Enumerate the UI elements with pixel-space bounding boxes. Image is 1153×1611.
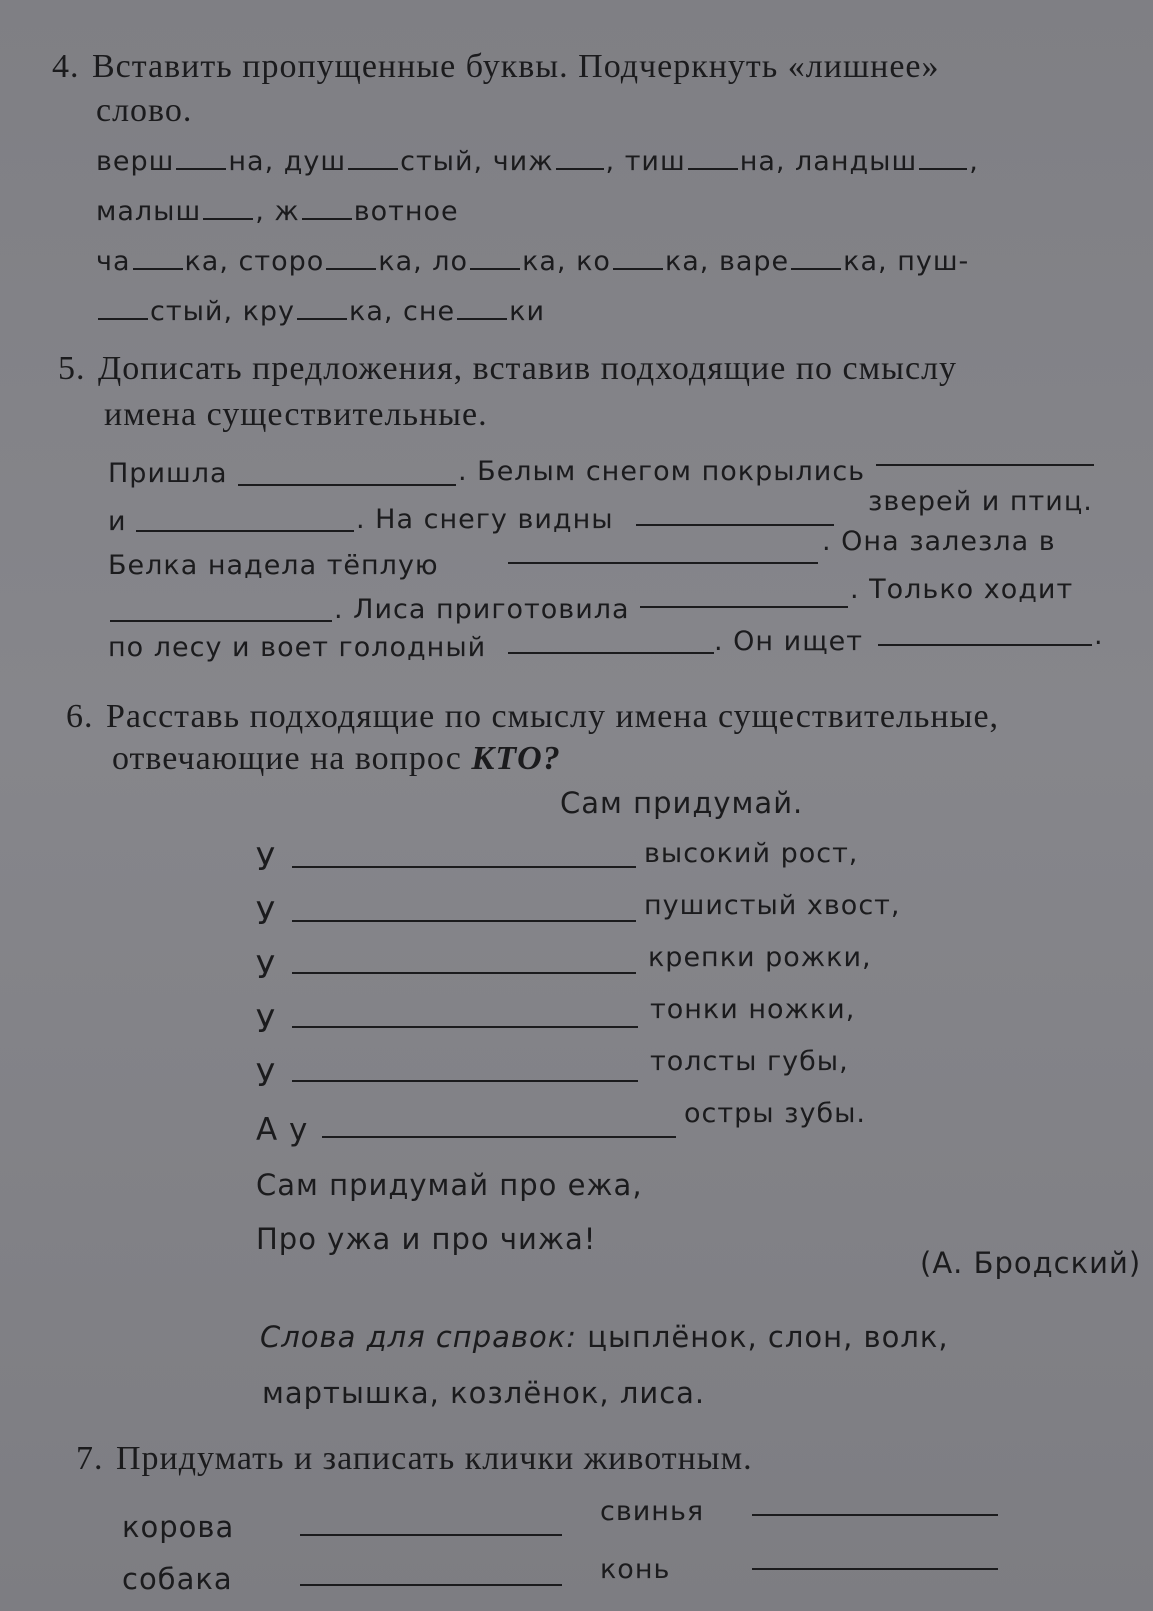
poem-row-prefix: У xyxy=(256,1058,276,1094)
task4-heading-line2: слово. xyxy=(96,92,193,129)
letter-blank[interactable] xyxy=(919,167,967,170)
task5-r2-text-b: . На снегу видны xyxy=(356,504,614,535)
hint-line1 xyxy=(260,1320,949,1354)
answer-line[interactable] xyxy=(292,1026,638,1028)
task5-heading-line2: имена существительные. xyxy=(104,396,488,433)
hint-words: цыплёнок, слон, волк, xyxy=(577,1320,949,1354)
poem-row-prefix: А у xyxy=(256,1112,309,1148)
task7-heading xyxy=(76,1440,753,1478)
task4-number: 4. xyxy=(52,48,80,85)
question-kto: КТО? xyxy=(471,740,561,777)
letter-blank[interactable] xyxy=(791,267,841,270)
task4-line4 xyxy=(96,296,545,327)
letter-blank[interactable] xyxy=(457,317,507,320)
poem-end-line2: Про ужа и про чижа! xyxy=(256,1222,597,1256)
task4-line3 xyxy=(96,246,969,277)
task5-number: 5. xyxy=(58,350,86,387)
word-part: ка, сне xyxy=(349,296,456,327)
word-part: малыш xyxy=(96,196,202,227)
letter-blank[interactable] xyxy=(470,267,520,270)
word-part: на, ландыш xyxy=(739,146,918,177)
answer-line[interactable] xyxy=(876,464,1094,466)
poem-row-prefix: У xyxy=(256,1004,276,1040)
animal-label: собака xyxy=(122,1562,233,1596)
task4-line1 xyxy=(96,146,979,177)
word-part: , тиш xyxy=(605,146,686,177)
poem-row-prefix: У xyxy=(256,950,276,986)
poem-row-prefix: У xyxy=(256,842,276,878)
answer-line[interactable] xyxy=(640,606,848,608)
answer-line[interactable] xyxy=(292,1080,638,1082)
animal-label: конь xyxy=(600,1554,671,1585)
task6-heading-line2 xyxy=(112,740,561,778)
task5-r2-text-a: и xyxy=(108,506,127,537)
task5-r2-text-c: зверей и птиц. xyxy=(868,486,1093,517)
letter-blank[interactable] xyxy=(348,167,398,170)
task5-r3-text-b: . Она залезла в xyxy=(822,526,1056,557)
task5-r1-text-a: Пришла xyxy=(108,458,228,489)
answer-line[interactable] xyxy=(636,524,834,526)
answer-line[interactable] xyxy=(292,972,636,974)
letter-blank[interactable] xyxy=(302,217,352,220)
poem-row-end: высокий рост, xyxy=(644,838,859,869)
letter-blank[interactable] xyxy=(556,167,604,170)
task6-heading-line1 xyxy=(66,698,999,736)
animal-label: корова xyxy=(122,1510,235,1544)
letter-blank[interactable] xyxy=(203,217,253,220)
word-part: ка, ко xyxy=(522,246,611,277)
task6-heading-text: Расставь подходящие по смыслу имена существительные, xyxy=(106,698,1000,735)
word-part: на, душ xyxy=(228,146,347,177)
answer-line[interactable] xyxy=(508,562,818,564)
word-part: , xyxy=(969,146,979,177)
answer-line[interactable] xyxy=(752,1514,998,1516)
word-part: ка, варе xyxy=(664,246,790,277)
poem-row-end: тонки ножки, xyxy=(650,994,856,1025)
word-part: ки xyxy=(509,296,546,327)
poem-row-end: толсты губы, xyxy=(650,1046,849,1077)
answer-line[interactable] xyxy=(136,530,354,532)
word-part: стый, кру xyxy=(150,296,296,327)
letter-blank[interactable] xyxy=(98,317,148,320)
answer-line[interactable] xyxy=(238,484,456,486)
letter-blank[interactable] xyxy=(176,167,226,170)
poem-end-line1: Сам придумай про ежа, xyxy=(256,1168,643,1202)
poem-row-end: крепки рожки, xyxy=(648,942,872,973)
task5-r4-text-a: . Лиса приготовила xyxy=(334,594,630,625)
letter-blank[interactable] xyxy=(326,267,376,270)
answer-line[interactable] xyxy=(292,920,636,922)
answer-line[interactable] xyxy=(300,1534,562,1536)
task5-r5-text-c: . xyxy=(1094,620,1104,651)
task5-r3-text-a: Белка надела тёплую xyxy=(108,550,439,581)
word-part: ка, сторо xyxy=(184,246,325,277)
letter-blank[interactable] xyxy=(688,167,738,170)
task6-heading-text-2: отвечающие на вопрос xyxy=(112,740,472,777)
word-part: верш xyxy=(96,146,175,177)
poem-author: (А. Бродский) xyxy=(920,1246,1142,1280)
hint-label: Слова для справок: xyxy=(260,1320,578,1354)
task4-heading-text: Вставить пропущенные буквы. Подчеркнуть «лишнее» xyxy=(92,48,940,85)
word-part: ка, ло xyxy=(378,246,469,277)
poem-row-prefix: У xyxy=(256,896,276,932)
animal-label: свинья xyxy=(600,1496,705,1527)
word-part: вотное xyxy=(353,196,459,227)
poem-title: Сам придумай. xyxy=(560,786,804,820)
answer-line[interactable] xyxy=(292,866,636,868)
answer-line[interactable] xyxy=(508,652,714,654)
answer-line[interactable] xyxy=(878,644,1092,646)
task7-heading-text: Придумать и записать клички животным. xyxy=(116,1440,753,1477)
task5-r1-text-b: . Белым снегом покрылись xyxy=(458,456,866,487)
answer-line[interactable] xyxy=(300,1584,562,1586)
letter-blank[interactable] xyxy=(613,267,663,270)
answer-line[interactable] xyxy=(322,1136,676,1138)
task6-number: 6. xyxy=(66,698,94,735)
letter-blank[interactable] xyxy=(133,267,183,270)
task7-number: 7. xyxy=(76,1440,104,1477)
word-part: ка, пуш- xyxy=(843,246,970,277)
task5-r4-text-b: . Только ходит xyxy=(850,574,1074,605)
word-part: стый, чиж xyxy=(400,146,554,177)
word-part: ча xyxy=(96,246,131,277)
task5-r5-text-b: . Он ищет xyxy=(714,626,863,657)
task5-heading-text: Дописать предложения, вставив подходящие по смыслу xyxy=(98,350,958,387)
task4-heading-line1 xyxy=(52,48,940,86)
answer-line[interactable] xyxy=(110,620,332,622)
poem-row-end: пушистый хвост, xyxy=(644,890,901,921)
task5-heading-line1 xyxy=(58,350,957,388)
task4-line2 xyxy=(96,196,459,227)
hint-words-line2: мартышка, козлёнок, лиса. xyxy=(262,1376,706,1410)
letter-blank[interactable] xyxy=(297,317,347,320)
task5-r5-text-a: по лесу и воет голодный xyxy=(108,632,487,663)
word-part: , ж xyxy=(255,196,300,227)
poem-row-end: остры зубы. xyxy=(684,1098,867,1129)
answer-line[interactable] xyxy=(752,1568,998,1570)
